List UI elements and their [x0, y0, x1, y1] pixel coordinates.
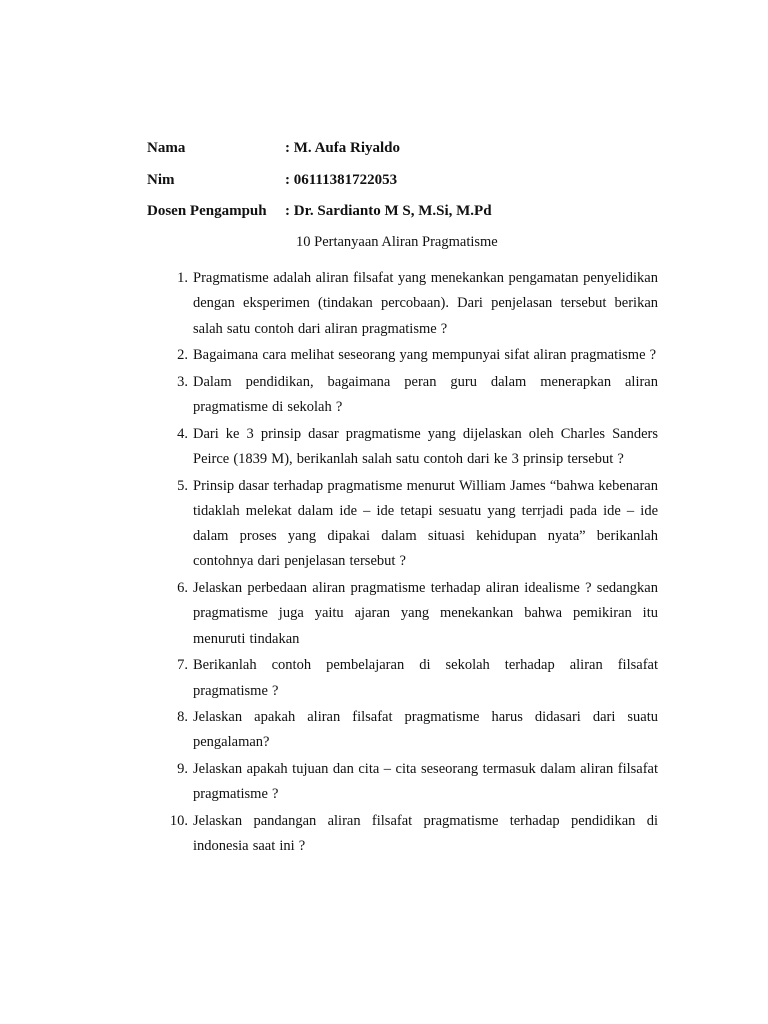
question-list — [160, 266, 658, 861]
info-row-lecturer — [147, 202, 492, 220]
question-text: Jelaskan pandangan aliran filsafat pragmatisme terhadap pendidikan di indonesia saat ini ? — [193, 812, 658, 855]
nim-value: : 06111381722053 — [285, 172, 398, 188]
list-item — [160, 809, 658, 860]
question-text: Jelaskan apakah aliran filsafat pragmatisme harus didasari dari suatu pengalaman? — [193, 709, 658, 751]
name-value: : M. Aufa Riyaldo — [285, 140, 401, 156]
list-item — [160, 576, 658, 652]
question-number: 8. — [177, 709, 188, 726]
question-number: 3. — [177, 373, 188, 390]
list-item — [160, 422, 658, 473]
list-item — [160, 343, 658, 368]
list-item — [160, 757, 658, 808]
list-item — [160, 705, 658, 756]
list-item — [160, 266, 658, 342]
list-item — [160, 474, 658, 575]
question-text: Jelaskan apakah tujuan dan cita – cita seseorang termasuk dalam aliran filsafat pragmatisme ? — [193, 761, 658, 803]
question-number: 1. — [177, 270, 188, 286]
info-row-nim — [147, 171, 397, 189]
question-number: 7. — [177, 657, 188, 674]
name-label: Nama — [147, 140, 186, 156]
info-row-name — [147, 139, 400, 157]
question-number: 2. — [177, 347, 188, 364]
question-text: Bagaimana cara melihat seseorang yang mempunyai sifat aliran pragmatisme ? — [193, 347, 657, 364]
question-number: 10. — [169, 812, 188, 829]
question-text: Dalam pendidikan, bagaimana peran guru dalam menerapkan aliran pragmatisme di sekolah ? — [193, 373, 658, 416]
lecturer-label: Dosen Pengampuh — [147, 203, 267, 219]
question-number: 6. — [177, 580, 188, 597]
question-text: Berikanlah contoh pembelajaran di sekolah terhadap aliran filsafat pragmatisme ? — [193, 657, 658, 699]
question-number: 5. — [177, 477, 188, 494]
list-item — [160, 653, 658, 704]
question-number: 4. — [177, 425, 188, 442]
question-text: Pragmatisme adalah aliran filsafat yang menekankan pengamatan penyelidikan dengan eksperimen (tindakan percobaan). Dari penjelasan tersebut berikan salah satu contoh dari aliran pragmatisme ? — [193, 270, 658, 337]
question-number: 9. — [177, 761, 188, 778]
question-text: Dari ke 3 prinsip dasar pragmatisme yang dijelaskan oleh Charles Sanders Peirce (1839 M), berikanlah salah satu contoh dari ke 3 prinsip tersebut ? — [193, 425, 658, 467]
question-text: Jelaskan perbedaan aliran pragmatisme terhadap aliran idealisme ? sedangkan pragmatisme juga yaitu ajaran yang menekankan bahwa pemikiran itu menuruti tindakan — [193, 580, 658, 647]
document-title: 10 Pertanyaan Aliran Pragmatisme — [296, 234, 498, 250]
question-text: Prinsip dasar terhadap pragmatisme menurut William James “bahwa kebenaran tidaklah melekat dalam ide – ide tetapi sesuatu yang terrjadi pada ide – ide dalam proses yang dipakai dalam situasi kehidupan nyata” berikanlah contohnya dari penjelasan tersebut ? — [193, 477, 658, 570]
lecturer-value: : Dr. Sardianto M S, M.Si, M.Pd — [285, 203, 492, 219]
nim-label: Nim — [147, 172, 175, 188]
list-item — [160, 370, 658, 421]
